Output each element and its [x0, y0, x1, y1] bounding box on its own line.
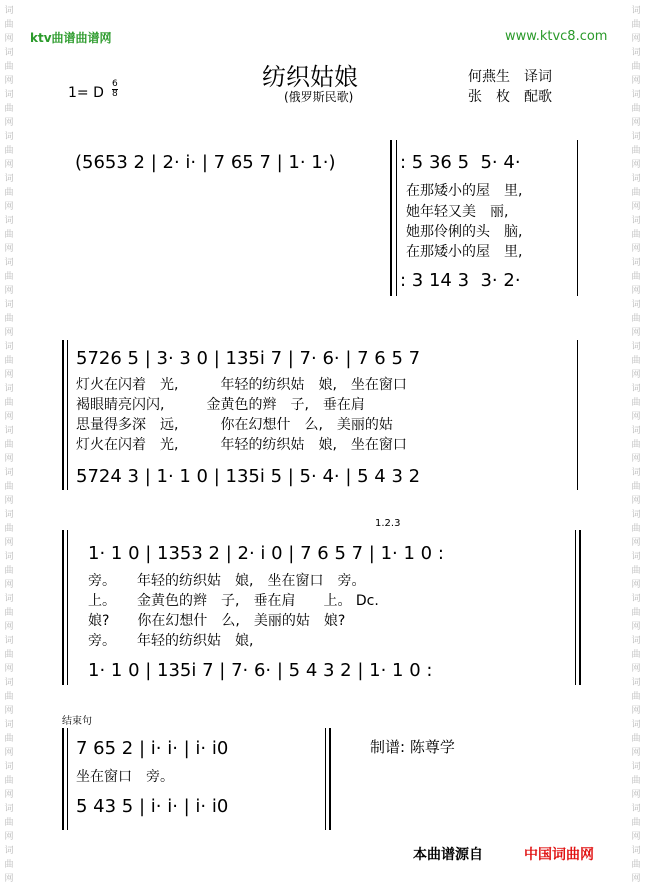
watermark-char: 曲: [4, 146, 14, 156]
watermark-char: 曲: [4, 188, 14, 198]
watermark-char: 曲: [4, 20, 14, 30]
system2-harmony: 5724 3 | 1· 1 0 | 135i 5 | 5· 4· | 5 4 3 2: [76, 466, 421, 487]
watermark-char: 词: [4, 762, 14, 772]
watermark-char: 网: [631, 412, 641, 422]
watermark-char: 词: [631, 720, 641, 730]
watermark-char: 曲: [4, 692, 14, 702]
watermark-char: 词: [631, 90, 641, 100]
watermark-char: 曲: [631, 356, 641, 366]
watermark-char: 网: [631, 370, 641, 380]
watermark-char: 网: [4, 370, 14, 380]
watermark-char: 词: [4, 216, 14, 226]
watermark-char: 曲: [4, 776, 14, 786]
system1-melody: : 5 36 5 5· 4·: [400, 152, 521, 173]
system3-lyric-2: 上。 金黄色的辫 子, 垂在肩 上。 Dc.: [88, 593, 379, 609]
watermark-char: 词: [631, 678, 641, 688]
watermark-char: 网: [631, 34, 641, 44]
watermark-char: 网: [631, 622, 641, 632]
ending-label: 结束句: [62, 716, 92, 727]
watermark-char: 曲: [4, 62, 14, 72]
key-signature: 1= D: [68, 85, 104, 101]
watermark-char: 网: [4, 832, 14, 842]
system1-lyric-4: 在那矮小的屋 里,: [406, 244, 523, 260]
watermark-right: [627, 0, 645, 891]
system2-lyric-2: 褐眼睛亮闪闪, 金黄色的辫 子, 垂在肩: [76, 397, 365, 413]
watermark-char: 词: [4, 678, 14, 688]
system1-lyric-1: 在那矮小的屋 里,: [406, 183, 523, 199]
system2-lyric-4: 灯火在闪着 光, 年轻的纺织姑 娘, 坐在窗口: [76, 437, 407, 453]
watermark-char: 曲: [4, 608, 14, 618]
watermark-char: 曲: [631, 818, 641, 828]
watermark-char: 曲: [631, 272, 641, 282]
watermark-char: 词: [4, 846, 14, 856]
system3-lyric-4: 旁。 年轻的纺织姑 娘,: [88, 633, 254, 649]
watermark-char: 词: [631, 216, 641, 226]
song-subtitle: (俄罗斯民歌): [284, 90, 354, 104]
watermark-char: 曲: [631, 188, 641, 198]
watermark-char: 网: [4, 538, 14, 548]
song-title: 纺织姑娘: [262, 63, 358, 91]
system3-harmony: 1· 1 0 | 135i 7 | 7· 6· | 5 4 3 2 | 1· 1 0 :: [88, 660, 433, 681]
watermark-char: 词: [631, 384, 641, 394]
site-logo-left[interactable]: ktv曲谱曲谱网: [30, 31, 112, 45]
watermark-char: 词: [4, 426, 14, 436]
watermark-char: 曲: [631, 650, 641, 660]
watermark-char: 词: [631, 636, 641, 646]
watermark-char: 网: [631, 118, 641, 128]
watermark-char: 词: [4, 510, 14, 520]
watermark-char: 网: [631, 328, 641, 338]
watermark-char: 曲: [631, 734, 641, 744]
watermark-char: 网: [631, 286, 641, 296]
watermark-char: 网: [4, 244, 14, 254]
system3-melody: 1· 1 0 | 1353 2 | 2· i 0 | 7 6 5 7 | 1· 1 0 :: [88, 543, 444, 564]
watermark-char: 词: [4, 720, 14, 730]
watermark-char: 网: [631, 244, 641, 254]
system3-lyric-3: 娘? 你在幻想什 么, 美丽的姑 娘?: [88, 613, 346, 629]
watermark-char: 曲: [4, 566, 14, 576]
watermark-char: 曲: [631, 692, 641, 702]
watermark-char: 曲: [631, 482, 641, 492]
watermark-char: 网: [4, 76, 14, 86]
watermark-char: 网: [631, 580, 641, 590]
ending-melody: 7 65 2 | i· i· | i· i0: [76, 738, 229, 759]
watermark-char: 网: [4, 748, 14, 758]
watermark-char: 词: [631, 552, 641, 562]
watermark-char: 词: [631, 132, 641, 142]
watermark-char: 曲: [631, 524, 641, 534]
watermark-char: 词: [4, 468, 14, 478]
watermark-char: 网: [631, 76, 641, 86]
watermark-char: 网: [631, 706, 641, 716]
watermark-char: 词: [631, 426, 641, 436]
watermark-char: 网: [4, 580, 14, 590]
watermark-char: 网: [4, 706, 14, 716]
watermark-left: [0, 0, 18, 891]
watermark-char: 词: [4, 300, 14, 310]
watermark-char: 网: [631, 790, 641, 800]
system1-lyric-3: 她那伶俐的头 脑,: [406, 224, 523, 240]
system2-lyric-3: 思量得多深 远, 你在幻想什 么, 美丽的姑: [76, 417, 393, 433]
watermark-char: 网: [4, 622, 14, 632]
watermark-char: 词: [631, 300, 641, 310]
watermark-char: 曲: [631, 146, 641, 156]
volta-bracket: 1.2.3: [375, 518, 401, 529]
watermark-char: 词: [631, 342, 641, 352]
watermark-char: 词: [4, 132, 14, 142]
watermark-char: 网: [631, 202, 641, 212]
system2-melody: 5726 5 | 3· 3 0 | 135i 7 | 7· 6· | 7 6 5 7: [76, 348, 421, 369]
credit-arranger: 张 枚 配歌: [468, 89, 552, 105]
watermark-char: 曲: [631, 104, 641, 114]
watermark-char: 词: [631, 174, 641, 184]
watermark-char: 词: [631, 594, 641, 604]
credit-translator: 何燕生 译词: [468, 69, 552, 85]
watermark-char: 词: [4, 342, 14, 352]
watermark-char: 曲: [4, 818, 14, 828]
time-signature: $\frac{6}{8}$: [112, 79, 118, 99]
watermark-char: 词: [4, 594, 14, 604]
watermark-char: 曲: [631, 608, 641, 618]
watermark-char: 网: [631, 538, 641, 548]
source-label: 本曲谱源自: [413, 847, 483, 863]
watermark-char: 网: [4, 118, 14, 128]
watermark-char: 曲: [4, 230, 14, 240]
watermark-char: 词: [631, 510, 641, 520]
watermark-char: 词: [4, 174, 14, 184]
watermark-char: 词: [4, 90, 14, 100]
watermark-char: 词: [631, 468, 641, 478]
watermark-char: 曲: [4, 440, 14, 450]
watermark-char: 网: [4, 790, 14, 800]
watermark-char: 曲: [631, 776, 641, 786]
watermark-char: 网: [4, 160, 14, 170]
watermark-char: 网: [631, 454, 641, 464]
watermark-char: 网: [4, 496, 14, 506]
watermark-char: 曲: [631, 860, 641, 870]
watermark-char: 曲: [4, 272, 14, 282]
ending-lyric: 坐在窗口 旁。: [76, 769, 174, 785]
watermark-char: 曲: [631, 230, 641, 240]
watermark-char: 词: [4, 6, 14, 16]
watermark-char: 网: [4, 874, 14, 884]
watermark-char: 网: [4, 328, 14, 338]
system3-lyric-1: 旁。 年轻的纺织姑 娘, 坐在窗口 旁。: [88, 573, 366, 589]
watermark-char: 网: [631, 874, 641, 884]
watermark-char: 曲: [631, 440, 641, 450]
watermark-char: 词: [4, 804, 14, 814]
watermark-char: 网: [4, 412, 14, 422]
transcriber-credit: 制谱: 陈尊学: [370, 738, 455, 756]
watermark-char: 网: [4, 286, 14, 296]
watermark-char: 词: [631, 762, 641, 772]
watermark-char: 词: [4, 384, 14, 394]
watermark-char: 曲: [4, 482, 14, 492]
system1-lyric-2: 她年轻又美 丽,: [406, 204, 509, 220]
watermark-char: 曲: [4, 104, 14, 114]
watermark-char: 词: [631, 6, 641, 16]
site-url-right[interactable]: www.ktvc8.com: [505, 29, 608, 44]
watermark-char: 曲: [4, 356, 14, 366]
watermark-char: 曲: [4, 398, 14, 408]
source-site-link[interactable]: 中国词曲网: [524, 847, 594, 863]
watermark-char: 词: [631, 48, 641, 58]
watermark-char: 词: [4, 258, 14, 268]
watermark-char: 词: [631, 846, 641, 856]
intro-notes: (5653 2 | 2· i· | 7 65 7 | 1· 1·): [75, 152, 336, 173]
watermark-char: 曲: [631, 20, 641, 30]
watermark-char: 曲: [631, 314, 641, 324]
watermark-char: 网: [631, 496, 641, 506]
watermark-char: 网: [631, 832, 641, 842]
watermark-char: 曲: [631, 398, 641, 408]
watermark-char: 曲: [4, 860, 14, 870]
watermark-char: 词: [631, 258, 641, 268]
ending-harmony: 5 43 5 | i· i· | i· i0: [76, 796, 229, 817]
watermark-char: 词: [4, 48, 14, 58]
watermark-char: 词: [4, 636, 14, 646]
watermark-char: 曲: [4, 524, 14, 534]
watermark-char: 网: [631, 748, 641, 758]
watermark-char: 曲: [4, 650, 14, 660]
watermark-char: 网: [4, 34, 14, 44]
watermark-char: 网: [4, 202, 14, 212]
watermark-char: 曲: [631, 62, 641, 72]
watermark-char: 曲: [4, 314, 14, 324]
watermark-char: 曲: [4, 734, 14, 744]
system2-lyric-1: 灯火在闪着 光, 年轻的纺织姑 娘, 坐在窗口: [76, 377, 407, 393]
watermark-char: 曲: [631, 566, 641, 576]
system1-harmony: : 3 14 3 3· 2·: [400, 270, 521, 291]
watermark-char: 词: [631, 804, 641, 814]
watermark-char: 词: [4, 552, 14, 562]
watermark-char: 网: [631, 664, 641, 674]
watermark-char: 网: [631, 160, 641, 170]
watermark-char: 网: [4, 664, 14, 674]
watermark-char: 网: [4, 454, 14, 464]
